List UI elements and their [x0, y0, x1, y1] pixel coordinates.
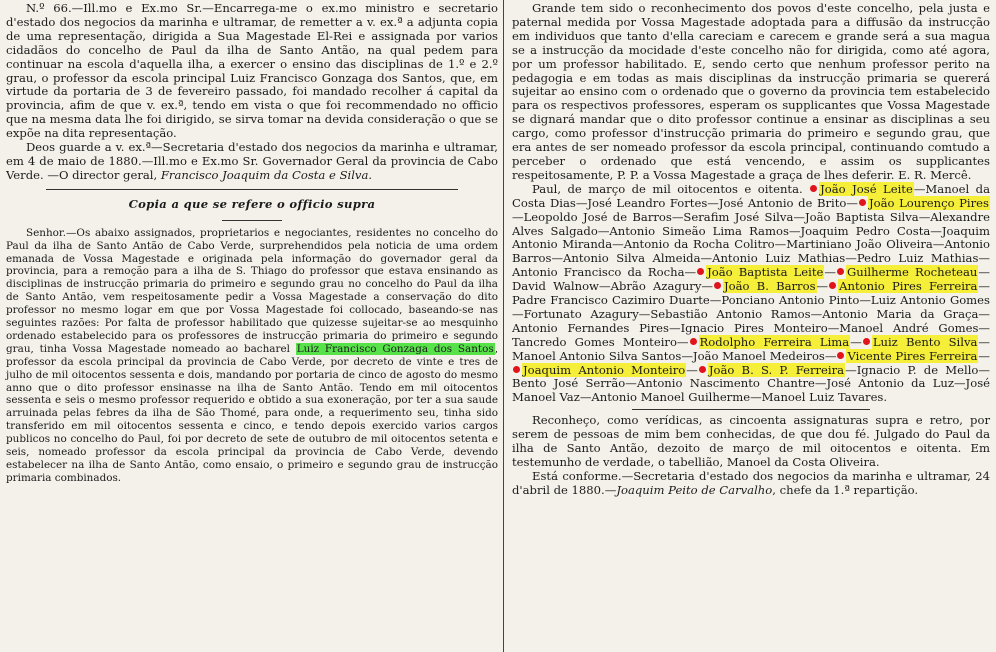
closing-paragraph	[6, 141, 498, 183]
highlighted-name: João José Leite	[820, 181, 913, 196]
conformity-paragraph	[512, 470, 990, 498]
highlighted-name: João Baptista Leite	[707, 265, 824, 280]
petition-text-a: Senhor.—Os abaixo assignados, proprietarios e negociantes, residentes no concelho do Paul da ilha de Santo Antão de Cabo Verde, surprehendidos pela noticia de uma ordem emanada de Vossa Magestade e originada pela informação do governador geral da provincia, para a remoção para a ilha de S. Thiago do professor que estava ensinando as disciplinas de instrucção primaria do primeiro e segundo grau no concelho do Paul da ilha de Santo Antão, vem respeitosamente pedir a Vossa Magestade a conservação do dito professor no mesmo logar em que por Vossa Magestade foi collocado, baseando-se nas seguintes razões: Por falta de professor habilitado que quizesse sujeitar-se ao mesquinho ordenado estabelecido para os professores de instrucção primaria do primeiro e segundo grau, tinha Vossa Magestade nomeado ao bacharel	[6, 226, 498, 355]
signatures-text: —	[824, 265, 836, 280]
red-marker-dot	[513, 366, 520, 373]
signatures-text: —David Walnow—Abrão Azagury—	[512, 265, 990, 294]
highlighted-name: Rodolpho Ferreira Lima	[699, 334, 850, 349]
signatures-text: —	[816, 279, 829, 294]
petition-paragraph	[6, 227, 498, 485]
director-signature: Francisco Joaquim da Costa e Silva.	[160, 167, 373, 182]
signatures-text: —Padre Francisco Cazimiro Duarte—Ponciano Antonio Pinto—Luiz Antonio Gomes—Fortunato Azagury—Sebastião Antonio Ramos—Antonio Maria da Graça—Antonio Fernandes Pires—Ignacio Pires Monteiro—Manoel André Gomes—Tancredo Gomes Monteiro—	[512, 279, 990, 349]
red-marker-dot	[714, 282, 721, 289]
red-marker-dot	[859, 199, 866, 206]
petition-continuation: Grande tem sido o reconhecimento dos povos d'este concelho, pela justa e paternal medida por Vossa Magestade adoptada para a diffusão da instrucção em individuos que tanto d'ella careciam e carecem e grande será a sua magua se a instrucção da mocidade d'este concelho não for dirigida, como até agora, por um professor habilitado. E, sendo certo que nenhum professor perito na pedagogia e em todas as mais disciplinas da instrucção primaria se quererá sujeitar ao ensino com o ordenado que o governo da provincia tem estabelecido para os respectivos professores, esperam os supplicantes que Vossa Magestade se dignará mandar que o dito professor continue a ensinar as disciplinas a seu cargo, como professor d'instrucção primaria do primeiro e segundo grau, que era antes de ser nomeado professor da escola principal, continuando comtudo a perceber o ordenado que está vencendo, e assim os supplicantes respeitosamente, P. P. a Vossa Magestade a graça de lhes deferir. E. R. Mercê.	[512, 1, 990, 182]
left-column	[6, 0, 504, 652]
signatures-text: —Manoel Antonio Silva Santos—João Manoel Medeiros—	[512, 334, 990, 363]
conformity-text: Está conforme.—Secretaria d'estado dos negocios da marinha e ultramar, 24 d'abril de 1880.—	[512, 468, 990, 497]
signatures-divider	[632, 409, 870, 410]
highlighted-name: Vicente Pires Ferreira	[847, 348, 978, 363]
conformity-tail: , chefe da 1.ª repartição.	[772, 482, 919, 497]
column-divider	[503, 0, 504, 652]
signatures-text: —Manoel da Costa Dias—José Leandro Fortes—José Antonio de Brito—	[512, 181, 990, 210]
petition-text-b: , professor da escola principal da provincia de Cabo Verde, por decreto de vinte e tres de julho de mil oitocentos sessenta e dois, mandando por portaria de cinco de agosto do mesmo anno que o dito professor ensinasse na ilha de Santo Antão. Tendo em mil oitocentos sessenta e seis o mesmo professor requerido e obtido a sua exoneração, por ter a sua saude arruinada pelas febres da ilha de São Thomé, para onde, a requerimento seu, tinha sido transferido em mil oitocentos sessenta e cinco, e tendo depois exercido varios cargos publicos no concelho do Paul, foi por decreto de sete de outubro de mil oitocentos setenta e seis, nomeado professor da escola principal da provincia de Cabo Verde, devendo estabelecer na ilha de Santo Antão, como ensaio, o primeiro e segundo grau de instrucção primaria combinados.	[6, 342, 498, 484]
closing-text: Deos guarde a v. ex.ª—Secretaria d'estado dos negocios da marinha e ultramar, em 4 de maio de 1880.—Ill.mo e Ex.mo Sr. Governador Geral da provincia de Cabo Verde. —O director geral,	[6, 140, 498, 182]
signatures-text: —	[686, 362, 698, 377]
red-marker-dot	[863, 338, 870, 345]
red-marker-dot	[810, 185, 817, 192]
highlighted-name: Antonio Pires Ferreira	[839, 279, 978, 294]
signatures-text: —Ignacio P. de Mello—Bento José Serrão—Antonio Nascimento Chantre—José Antonio da Luz—José Manoel Vaz—Antonio Manoel Guilherme—Manoel Luiz Tavares.	[512, 362, 990, 405]
red-marker-dot	[837, 352, 844, 359]
official-letter-paragraph: N.º 66.—Ill.mo e Ex.mo Sr.—Encarrega-me o ex.mo ministro e secretario d'estado dos negocios da marinha e ultramar, de remetter a v. ex.ª a adjunta copia de uma representação, dirigida a Sua Magestade El-Rei e assignada por varios cidadãos do concelho de Paul da ilha de Santo Antão, na qual pedem para continuar na escola d'aquella ilha, a exercer o ensino das disciplinas de 1.º e 2.º grau, o professor da escola principal Luiz Francisco Gonzaga dos Santos, que, em virtude da portaria de 3 de fevereiro passado, foi mandado recolher á capital da provincia, afim de que v. ex.ª, tendo em vista o que foi recommendado no officio que na mesma data lhe foi dirigido, se sirva tomar na devida consideração o que se expõe na dita representação.	[6, 1, 498, 141]
notary-paragraph: Reconheço, como verídicas, as cincoenta assignaturas supra e retro, por serem de pessoas de mim bem conhecidas, de que dou fé. Julgado do Paul da ilha de Santo Antão, dezoito de março de mil oitocentos e oitenta. Em testemunho de verdade, o tabellião, Manoel da Costa Oliveira.	[512, 413, 990, 469]
petition-body	[6, 227, 498, 485]
highlighted-name: Luiz Bento Silva	[872, 334, 978, 349]
chief-signature: Joaquim Peito de Carvalho	[616, 482, 773, 497]
highlighted-name: Joaquim Antonio Monteiro	[523, 362, 686, 377]
section-divider	[46, 189, 458, 190]
highlighted-name: João B. S. P. Ferreira	[708, 362, 845, 377]
red-marker-dot	[837, 268, 844, 275]
red-marker-dot	[829, 282, 836, 289]
highlighted-name-green: Luiz Francisco Gonzaga dos Santos	[296, 342, 494, 355]
copy-heading: Copia a que se refere o officio supra	[128, 196, 376, 211]
highlighted-name: João B. Barros	[723, 279, 816, 294]
highlighted-name: João Lourenço Pires	[868, 195, 989, 210]
signatures-text: —	[978, 348, 990, 363]
signatures-text: —	[850, 334, 862, 349]
right-column	[506, 0, 992, 652]
red-marker-dot	[699, 366, 706, 373]
signatures-text: —Leopoldo José de Barros—Serafim José Silva—João Baptista Silva—Alexandre Alves Salgado—Antonio Simeão Lima Ramos—Joaquim Pedro Costa—Joaquim Antonio Miranda—Antonio da Rocha Colitro—Martiniano João Oliveira—Antonio Barros—Antonio Silva Almeida—Antonio Luiz Mathias—Pedro Luiz Mathias—Antonio Francisco da Rocha—	[512, 209, 990, 280]
signatures-text: Paul, de março de mil oitocentos e oitenta.	[532, 181, 810, 196]
red-marker-dot	[697, 268, 704, 275]
highlighted-name: Guilherme Rocheteau	[846, 265, 978, 280]
red-marker-dot	[690, 338, 697, 345]
heading-rule	[222, 220, 282, 221]
signatures-paragraph	[512, 183, 990, 406]
